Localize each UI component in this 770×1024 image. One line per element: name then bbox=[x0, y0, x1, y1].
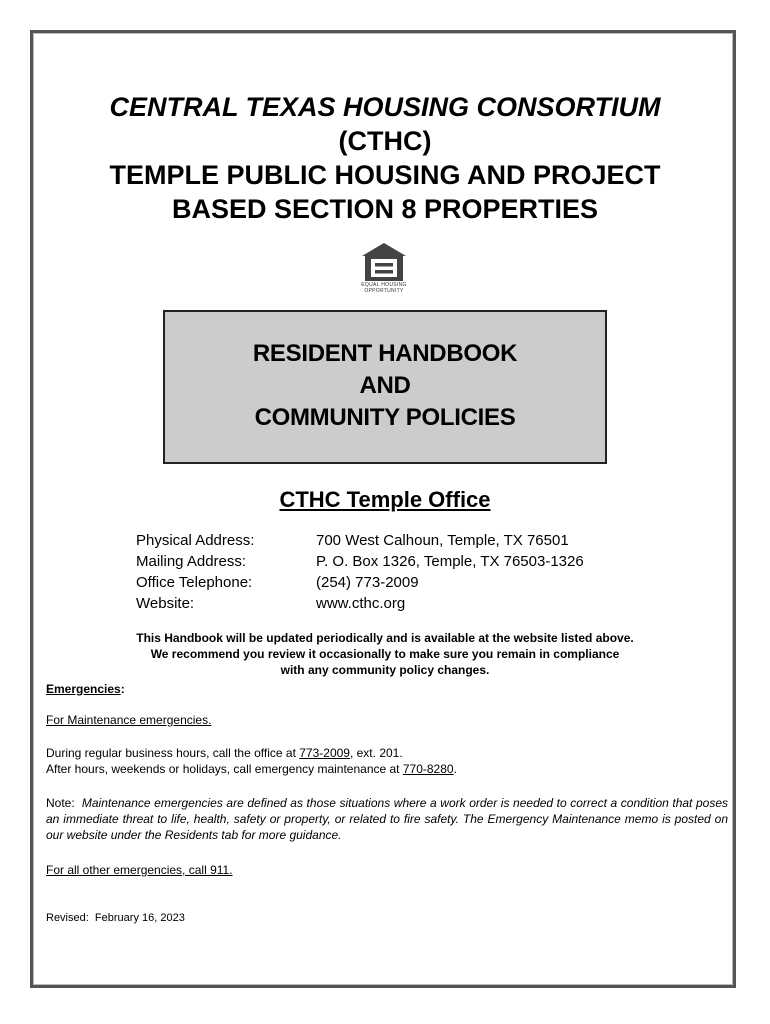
subtitle-line-2: BASED SECTION 8 PROPERTIES bbox=[171, 194, 599, 224]
office-title: CTHC Temple Office bbox=[279, 487, 491, 512]
business-hours-line bbox=[46, 745, 728, 761]
website-label: Website: bbox=[136, 595, 195, 612]
logo-text-1: EQUAL HOUSING bbox=[361, 282, 407, 288]
note-text: Maintenance emergencies are defined as those situations where a work order is needed to correct a condition that poses an immediate threat to life, health, safety or property, or related to fire safety. The Emergency Maintenance memo is posted on our website under the Residents tab for more guidance. bbox=[46, 796, 728, 842]
update-notice bbox=[40, 630, 730, 678]
address-table bbox=[136, 530, 584, 614]
revised-label: Revised: bbox=[46, 912, 89, 924]
handbook-title-box bbox=[163, 310, 607, 464]
equal-housing-logo bbox=[356, 242, 412, 302]
website-link[interactable]: www.cthc.org bbox=[316, 595, 406, 612]
contact-hours bbox=[46, 745, 728, 777]
other-emergencies: For all other emergencies, call 911. bbox=[46, 863, 233, 877]
physical-address-value: 700 West Calhoun, Temple, TX 76501 bbox=[316, 532, 569, 549]
logo-text-2: OPPORTUNITY bbox=[364, 288, 404, 294]
office-telephone-label: Office Telephone: bbox=[136, 574, 253, 591]
handbook-line-3: COMMUNITY POLICIES bbox=[254, 404, 516, 431]
organization-abbreviation: (CTHC) bbox=[338, 126, 432, 156]
notice-line-2: We recommend you review it occasionally to make sure you remain in compliance bbox=[150, 647, 620, 661]
subtitle-line-1: TEMPLE PUBLIC HOUSING AND PROJECT bbox=[109, 160, 661, 190]
revised-date bbox=[46, 910, 728, 926]
emergencies-heading-text: Emergencies bbox=[46, 682, 121, 696]
revised-date-value: February 16, 2023 bbox=[94, 912, 185, 924]
address-row bbox=[136, 551, 584, 572]
maintenance-note bbox=[46, 795, 728, 843]
after-hours-line bbox=[46, 761, 728, 777]
maintenance-emergencies-heading: For Maintenance emergencies. bbox=[46, 713, 212, 727]
mailing-address-value: P. O. Box 1326, Temple, TX 76503-1326 bbox=[316, 553, 584, 570]
mailing-address-label: Mailing Address: bbox=[136, 553, 247, 570]
handbook-line-2: AND bbox=[359, 372, 411, 399]
notice-line-3: with any community policy changes. bbox=[280, 663, 490, 677]
address-row bbox=[136, 593, 584, 614]
notice-line-1: This Handbook will be updated periodically and is available at the website listed above. bbox=[136, 631, 634, 645]
after-hours-period: . bbox=[453, 762, 457, 776]
emergencies-heading-colon: : bbox=[120, 682, 125, 696]
organization-title: CENTRAL TEXAS HOUSING CONSORTIUM bbox=[109, 92, 661, 122]
business-hours-text: During regular business hours, call the office at bbox=[46, 746, 300, 760]
after-hours-text: After hours, weekends or holidays, call emergency maintenance at bbox=[46, 762, 403, 776]
handbook-line-1: RESIDENT HANDBOOK bbox=[252, 340, 518, 367]
emergency-maintenance-phone-link[interactable]: 770-8280 bbox=[402, 762, 454, 776]
note-label: Note: bbox=[46, 796, 75, 810]
office-phone-link[interactable]: 773-2009 bbox=[299, 746, 350, 760]
equal-housing-opportunity-icon bbox=[361, 242, 407, 282]
physical-address-label: Physical Address: bbox=[136, 532, 255, 549]
office-telephone-value: (254) 773-2009 bbox=[316, 574, 419, 591]
title-block bbox=[30, 90, 740, 226]
business-hours-ext: , ext. 201. bbox=[349, 746, 403, 760]
emergencies-heading bbox=[46, 681, 728, 697]
address-row bbox=[136, 572, 584, 593]
address-row bbox=[136, 530, 584, 551]
